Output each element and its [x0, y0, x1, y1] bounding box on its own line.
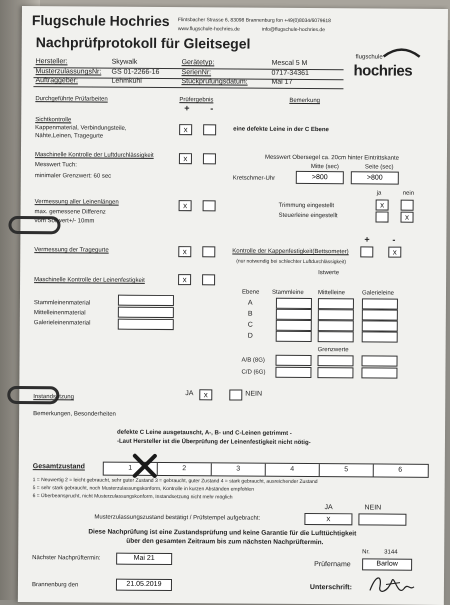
istwert-cell[interactable]	[276, 331, 312, 342]
tragegurte-minus-checkbox[interactable]	[202, 246, 215, 257]
condition-1[interactable]: 1	[104, 463, 158, 475]
istwert-cell[interactable]	[276, 309, 312, 320]
grenzwert-cell[interactable]	[317, 355, 353, 366]
pruefstempel-nein-checkbox[interactable]	[358, 513, 406, 525]
sichtkontrolle-title: Sichtkontrolle	[35, 117, 72, 124]
grenzwert-cell[interactable]	[275, 367, 311, 378]
stamm-material-field[interactable]	[118, 295, 174, 306]
istwert-cell[interactable]	[318, 331, 354, 342]
naechster-termin-field[interactable]: Mai 21	[116, 553, 172, 565]
pruefername-field[interactable]: Barlow	[362, 558, 412, 570]
grenzwert-cell[interactable]	[317, 367, 353, 378]
istwert-cell[interactable]	[362, 309, 398, 320]
col-plus: +	[184, 103, 190, 114]
istwert-cell[interactable]	[318, 320, 354, 331]
luftdurch-title: Maschinelle Kontrolle der Luftdurchlässigkeit	[34, 152, 154, 159]
leinenfest-title: Maschinelle Kontrolle der Leinenfestigkeit	[34, 277, 145, 284]
statement-line1: Diese Nachprüfung ist eine Zustandsprüfung und keine Garantie für die Lufttüchtigkeit	[88, 528, 357, 538]
tragegurte-plus-checkbox[interactable]: x	[178, 246, 191, 257]
tragegurte-title: Vermessung der Tragegurte	[34, 247, 109, 254]
istwert-cell[interactable]	[318, 309, 354, 320]
instandsetzung-ja-checkbox[interactable]: x	[199, 389, 212, 400]
instandsetzung-title: Instandsetzung	[33, 394, 74, 401]
trimmung-ja-checkbox[interactable]: x	[376, 199, 389, 210]
statement-line2: über den gesamten Zeitraum bis zum nächsten Nachprüftermin.	[126, 537, 324, 547]
istwert-cell[interactable]	[276, 298, 312, 309]
col-bemerkung: Bemerkung	[289, 97, 321, 105]
col-minus: -	[210, 103, 214, 114]
grenzwert-cell[interactable]	[275, 355, 311, 366]
sichtkontrolle-minus-checkbox[interactable]	[203, 124, 216, 135]
bemerkung-line2: -Laut Hersteller ist die Überprüfung der Leinenfestigkeit nicht nötig-	[116, 438, 311, 447]
condition-4[interactable]: 4	[266, 464, 320, 476]
datum-field[interactable]: 21.05.2019	[116, 579, 172, 591]
pruefstempel-ja-checkbox[interactable]: x	[304, 513, 352, 525]
selected-condition-mark-icon	[132, 453, 158, 479]
legend-line2: 5 = sehr stark gebraucht, noch Musterzulassungskonform, Kontrolle in kurzen Abständen empfohlen	[32, 485, 255, 493]
device-info-table: Hersteller: Skywalk Gerätetyp: Mescal 5 M MusterzulassungsNr: GS 01-2266-16 SerienNr: 0717-34361 Auftraggeber: Lehmkuhl Stückprüfungsdatum: Mai 17	[22, 6, 448, 9]
condition-6[interactable]: 6	[398, 466, 403, 474]
kappenfest-title: Kontrolle der Kappenfestigkeit(Bettsometer)	[232, 248, 349, 256]
leinenfest-minus-checkbox[interactable]	[202, 274, 215, 285]
website[interactable]: www.flugschule-hochries.de	[177, 26, 240, 33]
galerie-material-field[interactable]	[118, 319, 174, 330]
signature-icon	[366, 570, 416, 598]
kappenfest-plus-checkbox[interactable]	[360, 246, 373, 257]
mitte-value-field[interactable]: >800	[296, 171, 344, 184]
vermessung-title: Vermessung aller Leinenlängen	[34, 199, 119, 206]
istwert-cell[interactable]	[362, 298, 398, 309]
istwert-cell[interactable]	[362, 331, 398, 342]
vermessung-plus-checkbox[interactable]: x	[179, 200, 192, 211]
grenzwert-cell[interactable]	[361, 367, 397, 378]
vermessung-minus-checkbox[interactable]	[203, 200, 216, 211]
stueck-value: Mai 17	[271, 78, 293, 86]
istwert-cell[interactable]	[362, 320, 398, 331]
serien-value: 0717-34361	[271, 69, 309, 78]
school-name: Flugschule Hochries	[31, 12, 170, 30]
document-title: Nachprüfprotokoll für Gleitsegel	[35, 34, 251, 52]
seite-value-field[interactable]: >800	[351, 171, 399, 184]
instandsetzung-nein-checkbox[interactable]	[229, 389, 242, 400]
istwert-cell[interactable]	[318, 298, 354, 309]
bemerkungen-label: Bemerkungen, Besonderheiten	[33, 411, 116, 418]
col-arbeiten: Durchgeführte Prüfarbeiten	[35, 96, 108, 103]
condition-3[interactable]: 3	[212, 463, 266, 475]
leinenfest-plus-checkbox[interactable]: x	[178, 274, 191, 285]
address: Flintsbacher Strasse 6, 83098 Brannenburg fon +49(0)8034/6079618	[177, 17, 331, 25]
auftrag-value: Lehmkuhl	[111, 77, 142, 85]
muster-value: GS 01-2266-16	[111, 68, 160, 76]
glider-icon	[382, 45, 422, 59]
mittel-material-field[interactable]	[118, 307, 174, 318]
flugschule-hochries-logo: flugschule hochries	[22, 6, 448, 9]
email[interactable]: info@flugschule-hochries.de	[261, 26, 326, 34]
luftdurch-plus-checkbox[interactable]: x	[179, 153, 192, 164]
bemerkung-line1: defekte C Leine ausgetauscht, A-, B- und C-Leinen getrimmt -	[117, 429, 292, 437]
gesamtzustand-title: Gesamtzustand	[32, 463, 85, 471]
trimmung-nein-checkbox[interactable]	[401, 200, 414, 211]
grenzwert-cell[interactable]	[361, 355, 397, 366]
condition-5[interactable]: 5	[320, 464, 374, 476]
istwert-cell[interactable]	[276, 320, 312, 331]
hersteller-value: Skywalk	[111, 58, 138, 66]
luftdurch-minus-checkbox[interactable]	[203, 153, 216, 164]
legend-line3: 6 = Überbeansprucht, nicht Musterzulassungskonform, Instandsetzung nicht mehr möglich	[32, 493, 233, 501]
protocol-sheet: Flugschule Hochries Flintsbacher Strasse 6, 83098 Brannenburg fon +49(0)8034/6079618 www.flugschule-hochries.de info@flugschule-hochries.de Nachprüfprotokoll für Gleitsegel flugschule hochries Hersteller: Skywalk Gerätetyp: Mescal 5 M MusterzulassungsNr: GS 01-2266-16 SerienNr: 0717-34361 Auftraggeber: Lehmkuhl Stückprüfungsdatum: Mai 17 Durchgeführte Prüfarbeiten Prüfergebnis Bemerkung + - Sichtkontrolle Kappenmaterial, Verbindungsteile, Nähte,Leinen, Tragegurte x eine defekte Leine in der C Ebene Maschinelle Kontrolle der Luftdurchlässigkeit x Messwert Obersegel ca. 20cm hinter Eintrittskante Messwert Tuch: Mitte (sec) Seite (sec) minimaler Grenzwert: 60 sec Kretschmer-Uhr >800 >800 ja nein Vermessung aller Leinenlängen x Trimmung eingestellt x max. gemessene Differenz Steuerleine eingestellt x vom Sollwert+/- 10mm + - Vermessung der Tragegurte x Kontrolle der Kappenfestigkeit(Bettsometer) x (nur notwendig bei schlechter Luftdurchlässigkeit) Istwerte Maschinelle Kontrolle der Leinenfestigkeit x Ebene Stammleine Mittelleine Galerieleine Stammleinenmaterial Mittelleinenmaterial Galerieleinenmaterial A B C D Grenzwerte A/B (8G) C/D (6G) Instandsetzung JA x NEIN Bemerkungen, Besonderheiten defekte C Leine ausgetauscht, A-, B- und C-Leinen getrimmt - -Laut Hersteller ist die Überprüfung der Leinenfestigkeit nicht nötig- Gesamtzustand 1 2 3 4 5 6 1 = Neuwertig 2 = leicht gebraucht, sehr guter Zustand 3 = gebraucht, guter Zustand 4 = stark gebraucht, ausreichender Zustand 5 = sehr stark gebraucht, noch Musterzulassungskonform, Kontrolle in kurzen Abständen empfohlen 6 = Überbeansprucht, nicht Musterzulassungskonform, Instandsetzung nicht mehr möglich JA NEIN Musterzulassungszustand bestätigt / Prüfstempel aufgebracht: x Diese Nachprüfung ist eine Zustandsprüfung und keine Garantie für die Lufttüchtigkeit über den gesamten Zeitraum bis zum nächsten Nachprüftermin. Nächster Nachprüftermin: Mai 21 Nr. 3144 Prüfername Barlow Brannenburg den 21.05.2019 Unterschrift:	[18, 6, 448, 605]
kappenfest-minus-checkbox[interactable]: x	[388, 247, 401, 258]
legend-line1: 1 = Neuwertig 2 = leicht gebraucht, sehr guter Zustand 3 = gebraucht, guter Zustand 4 = stark gebraucht, ausreichender Zustand	[32, 477, 318, 486]
geraetetyp-value: Mescal 5 M	[271, 59, 308, 67]
pruefstempel-label: Musterzulassungszustand bestätigt / Prüfstempel aufgebracht:	[94, 514, 261, 522]
sichtkontrolle-remark: eine defekte Leine in der C Ebene	[233, 126, 329, 134]
steuer-nein-checkbox[interactable]: x	[400, 212, 413, 223]
condition-2[interactable]: 2	[158, 463, 212, 475]
sichtkontrolle-plus-checkbox[interactable]: x	[179, 124, 192, 135]
col-ergebnis: Prüfergebnis	[179, 97, 214, 104]
protocol-number: 3144	[384, 549, 398, 556]
steuer-ja-checkbox[interactable]	[375, 211, 388, 222]
